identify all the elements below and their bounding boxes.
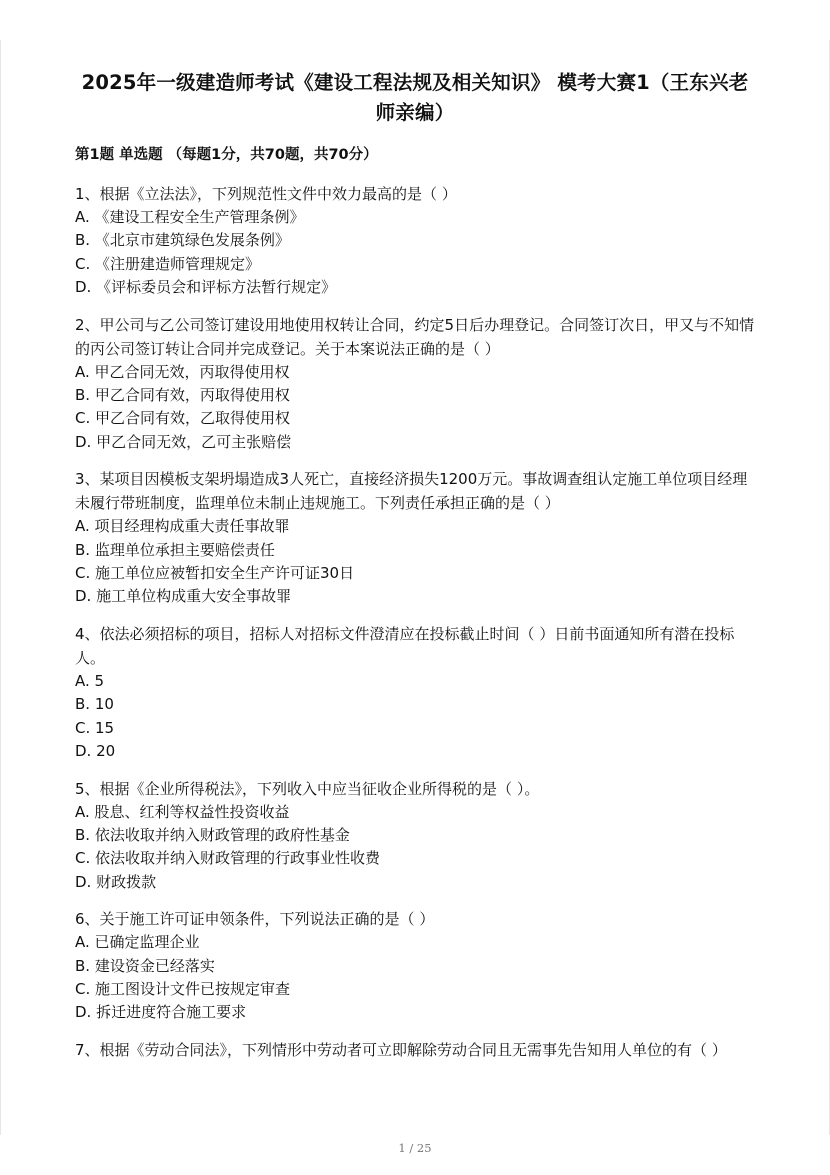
answer-option: C. 施工单位应被暂扣安全生产许可证30日 bbox=[75, 564, 355, 583]
answer-option: A. 股息、红利等权益性投资收益 bbox=[75, 802, 290, 821]
question-item bbox=[75, 1038, 755, 1062]
answer-option: D. 财政拨款 bbox=[75, 872, 157, 891]
question-item bbox=[75, 467, 755, 609]
answer-option: B. 监理单位承担主要赔偿责任 bbox=[75, 540, 275, 559]
answer-option: A. 甲乙合同无效，丙取得使用权 bbox=[75, 362, 290, 381]
page-indicator: 1 / 25 bbox=[398, 1141, 432, 1155]
answer-option: B. 依法收取并纳入财政管理的政府性基金 bbox=[75, 825, 350, 844]
page-edge bbox=[0, 40, 1, 1135]
answer-option: D. 《评标委员会和评标方法暂行规定》 bbox=[75, 278, 337, 297]
answer-option: B. 建设资金已经落实 bbox=[75, 956, 215, 975]
answer-option: C. 《注册建造师管理规定》 bbox=[75, 254, 261, 273]
question-item bbox=[75, 313, 755, 455]
question-item bbox=[75, 907, 755, 1025]
question-list bbox=[75, 182, 755, 1062]
answer-option: A. 项目经理构成重大责任事故罪 bbox=[75, 517, 290, 536]
question-stem: 5、根据《企业所得税法》，下列收入中应当征收企业所得税的是（ ）。 bbox=[75, 779, 540, 798]
answer-option: D. 施工单位构成重大安全事故罪 bbox=[75, 587, 292, 606]
answer-option: D. 20 bbox=[75, 742, 116, 761]
question-item bbox=[75, 182, 755, 300]
document-body bbox=[75, 68, 755, 1075]
answer-option: C. 15 bbox=[75, 718, 115, 737]
section-heading: 第1题 单选题 （每题1分，共70题，共70分） bbox=[75, 147, 378, 163]
document-title: 2025年一级建造师考试《建设工程法规及相关知识》 模考大赛1（王东兴老师亲编） bbox=[81, 71, 749, 124]
answer-option: B. 甲乙合同有效，丙取得使用权 bbox=[75, 386, 290, 405]
question-stem: 7、根据《劳动合同法》，下列情形中劳动者可立即解除劳动合同且无需事先告知用人单位的有（ ） bbox=[75, 1040, 727, 1059]
question-stem: 4、依法必须招标的项目，招标人对招标文件澄清应在投标截止时间（ ）日前书面通知所有潜在投标人。 bbox=[75, 624, 735, 667]
question-stem: 1、根据《立法法》，下列规范性文件中效力最高的是（ ） bbox=[75, 185, 457, 203]
answer-option: A. 5 bbox=[75, 671, 105, 690]
question-stem: 3、某项目因模板支架坍塌造成3人死亡，直接经济损失1200万元。事故调查组认定施工单位项目经理未履行带班制度，监理单位未制止违规施工。下列责任承担正确的是（ ） bbox=[75, 470, 748, 513]
question-item bbox=[75, 777, 755, 895]
answer-option: C. 依法收取并纳入财政管理的行政事业性收费 bbox=[75, 849, 381, 868]
question-item bbox=[75, 622, 755, 764]
question-stem: 6、关于施工许可证申领条件，下列说法正确的是（ ） bbox=[75, 910, 435, 929]
answer-option: C. 施工图设计文件已按规定审查 bbox=[75, 979, 291, 998]
answer-option: D. 甲乙合同无效，乙可主张赔偿 bbox=[75, 432, 292, 451]
answer-option: A. 已确定监理企业 bbox=[75, 933, 200, 952]
answer-option: D. 拆迁进度符合施工要求 bbox=[75, 1003, 247, 1022]
answer-option: A. 《建设工程安全生产管理条例》 bbox=[75, 208, 305, 226]
answer-option: C. 甲乙合同有效，乙取得使用权 bbox=[75, 409, 291, 428]
answer-option: B. 《北京市建筑绿色发展条例》 bbox=[75, 231, 290, 250]
question-stem: 2、甲公司与乙公司签订建设用地使用权转让合同，约定5日后办理登记。合同签订次日，甲又与不知情的丙公司签订转让合同并完成登记。关于本案说法正确的是（ ） bbox=[75, 315, 755, 358]
answer-option: B. 10 bbox=[75, 695, 114, 714]
